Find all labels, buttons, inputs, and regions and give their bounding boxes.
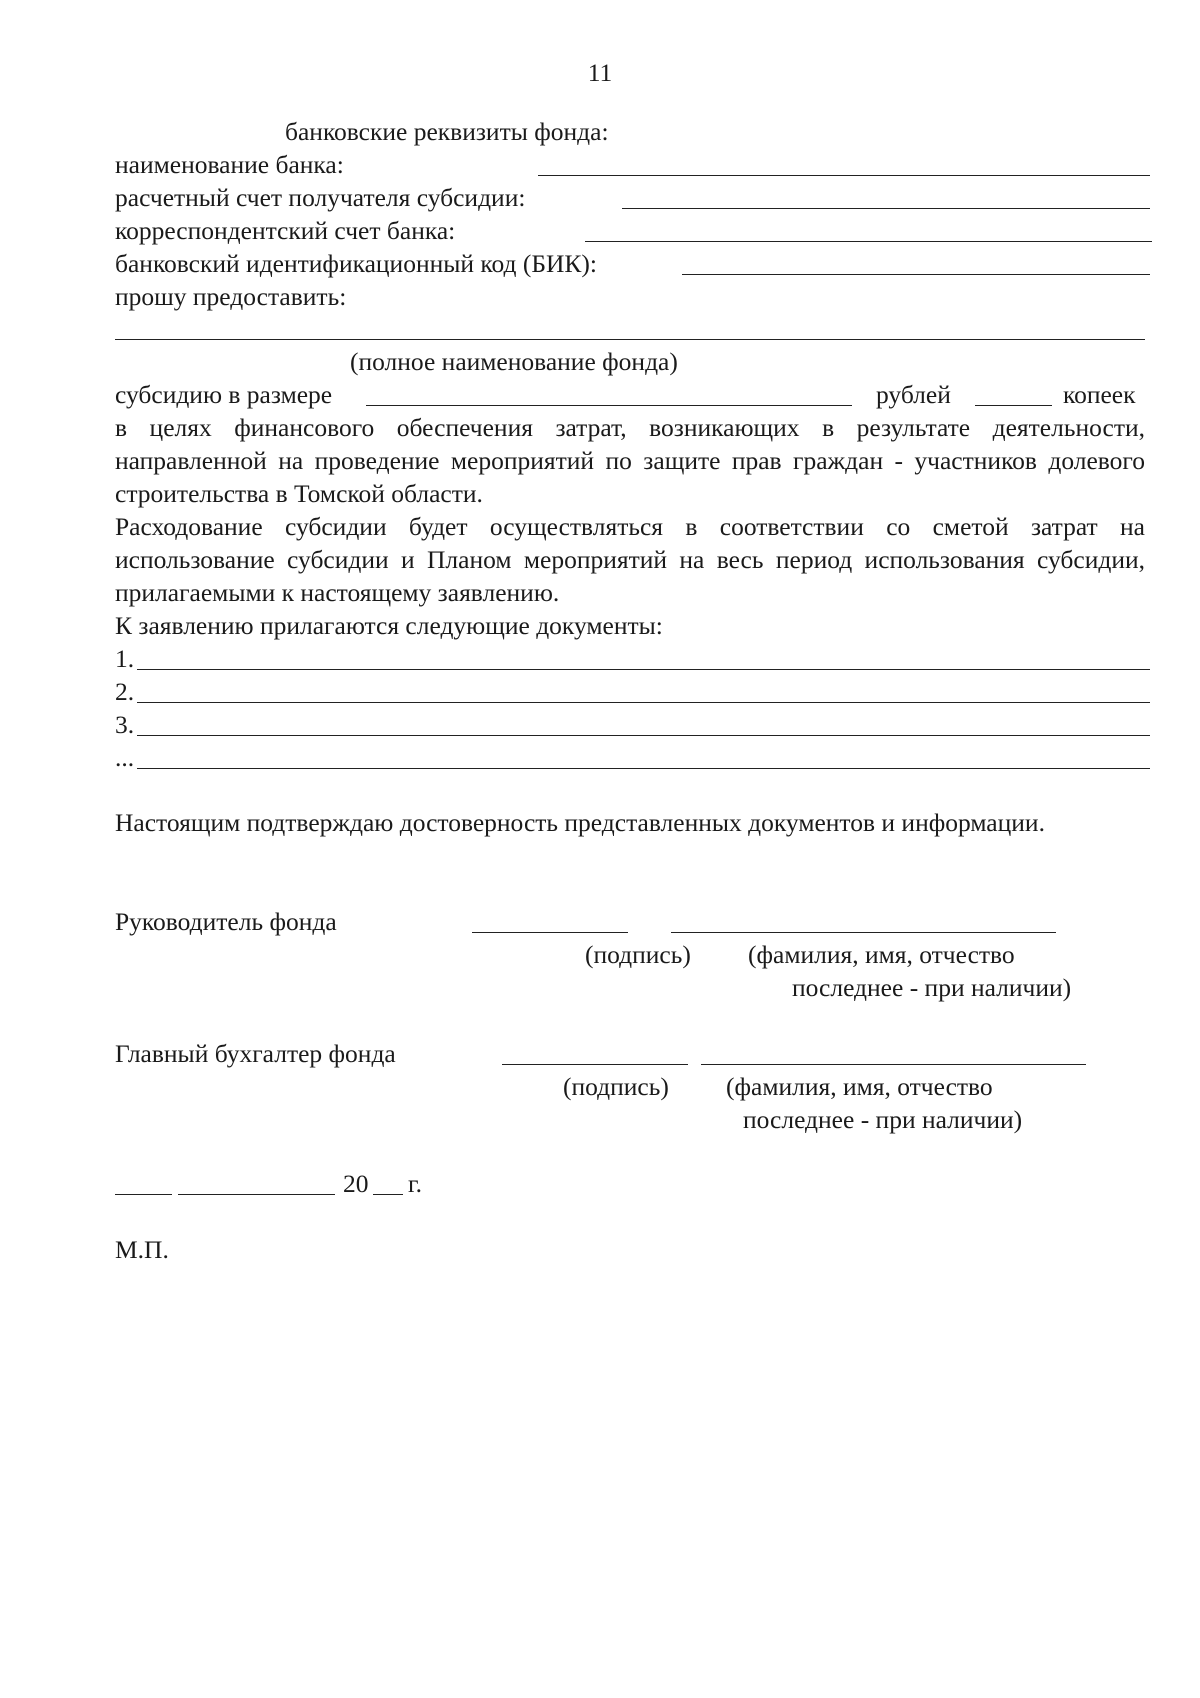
attachment-number: 1. [115,644,135,673]
bank-details-heading: банковские реквизиты фонда: [285,117,609,146]
attachment-field[interactable] [137,735,1150,736]
attachment-field[interactable] [137,669,1150,670]
head-signature-field[interactable] [472,932,628,933]
bank-name-field[interactable] [538,175,1150,176]
rubles-label: рублей [876,380,951,409]
fund-name-caption: (полное наименование фонда) [350,347,678,376]
stamp-label: М.П. [115,1235,169,1264]
head-name-caption-note: последнее - при наличии) [792,973,1072,1002]
accountant-signature-caption: (подпись) [563,1072,669,1101]
accountant-name-field[interactable] [701,1064,1086,1065]
date-day-field[interactable] [115,1194,172,1195]
date-year-field[interactable] [373,1194,403,1195]
attachments-heading: К заявлению прилагаются следующие документы: [115,611,663,640]
purpose-paragraph: в целях финансового обеспечения затрат, возникающих в результате деятельности, направленной на проведение мероприятий по защите прав граждан - участников долевого строительства в Томской области. [115,413,1145,508]
head-signature-caption: (подпись) [585,940,691,969]
kopecks-label: копеек [1063,380,1136,409]
date-year-suffix: г. [408,1169,422,1198]
date-month-field[interactable] [178,1194,335,1195]
accountant-role-label: Главный бухгалтер фонда [115,1039,396,1068]
account-label: расчетный счет получателя субсидии: [115,183,526,212]
attachment-field[interactable] [137,702,1150,703]
head-role-label: Руководитель фонда [115,907,337,936]
corr-account-field[interactable] [585,241,1152,242]
kopecks-field[interactable] [975,405,1052,406]
bik-field[interactable] [682,274,1150,275]
attachment-field[interactable] [137,768,1150,769]
fund-name-field[interactable] [115,339,1145,340]
head-name-caption: (фамилия, имя, отчество [748,940,1015,969]
spending-paragraph: Расходование субсидии будет осуществляться в соответствии со сметой затрат на использование субсидии и Планом мероприятий на весь период использования субсидии, прилагаемыми к настоящему заявлению. [115,512,1145,607]
accountant-name-caption: (фамилия, имя, отчество [726,1072,993,1101]
rubles-field[interactable] [366,405,852,406]
attachment-number: ... [115,743,135,772]
confirmation-paragraph: Настоящим подтверждаю достоверность представленных документов и информации. [115,808,1045,837]
subsidy-prefix: субсидию в размере [115,380,333,409]
attachment-number: 3. [115,710,135,739]
head-name-field[interactable] [671,932,1056,933]
bank-name-label: наименование банка: [115,150,344,179]
bik-label: банковский идентификационный код (БИК): [115,249,597,278]
request-label: прошу предоставить: [115,282,347,311]
corr-account-label: корреспондентский счет банка: [115,216,456,245]
attachment-number: 2. [115,677,135,706]
accountant-name-caption-note: последнее - при наличии) [743,1105,1023,1134]
date-year-prefix: 20 [343,1169,369,1198]
account-field[interactable] [622,208,1150,209]
page-number: 11 [587,58,613,87]
accountant-signature-field[interactable] [502,1064,688,1065]
